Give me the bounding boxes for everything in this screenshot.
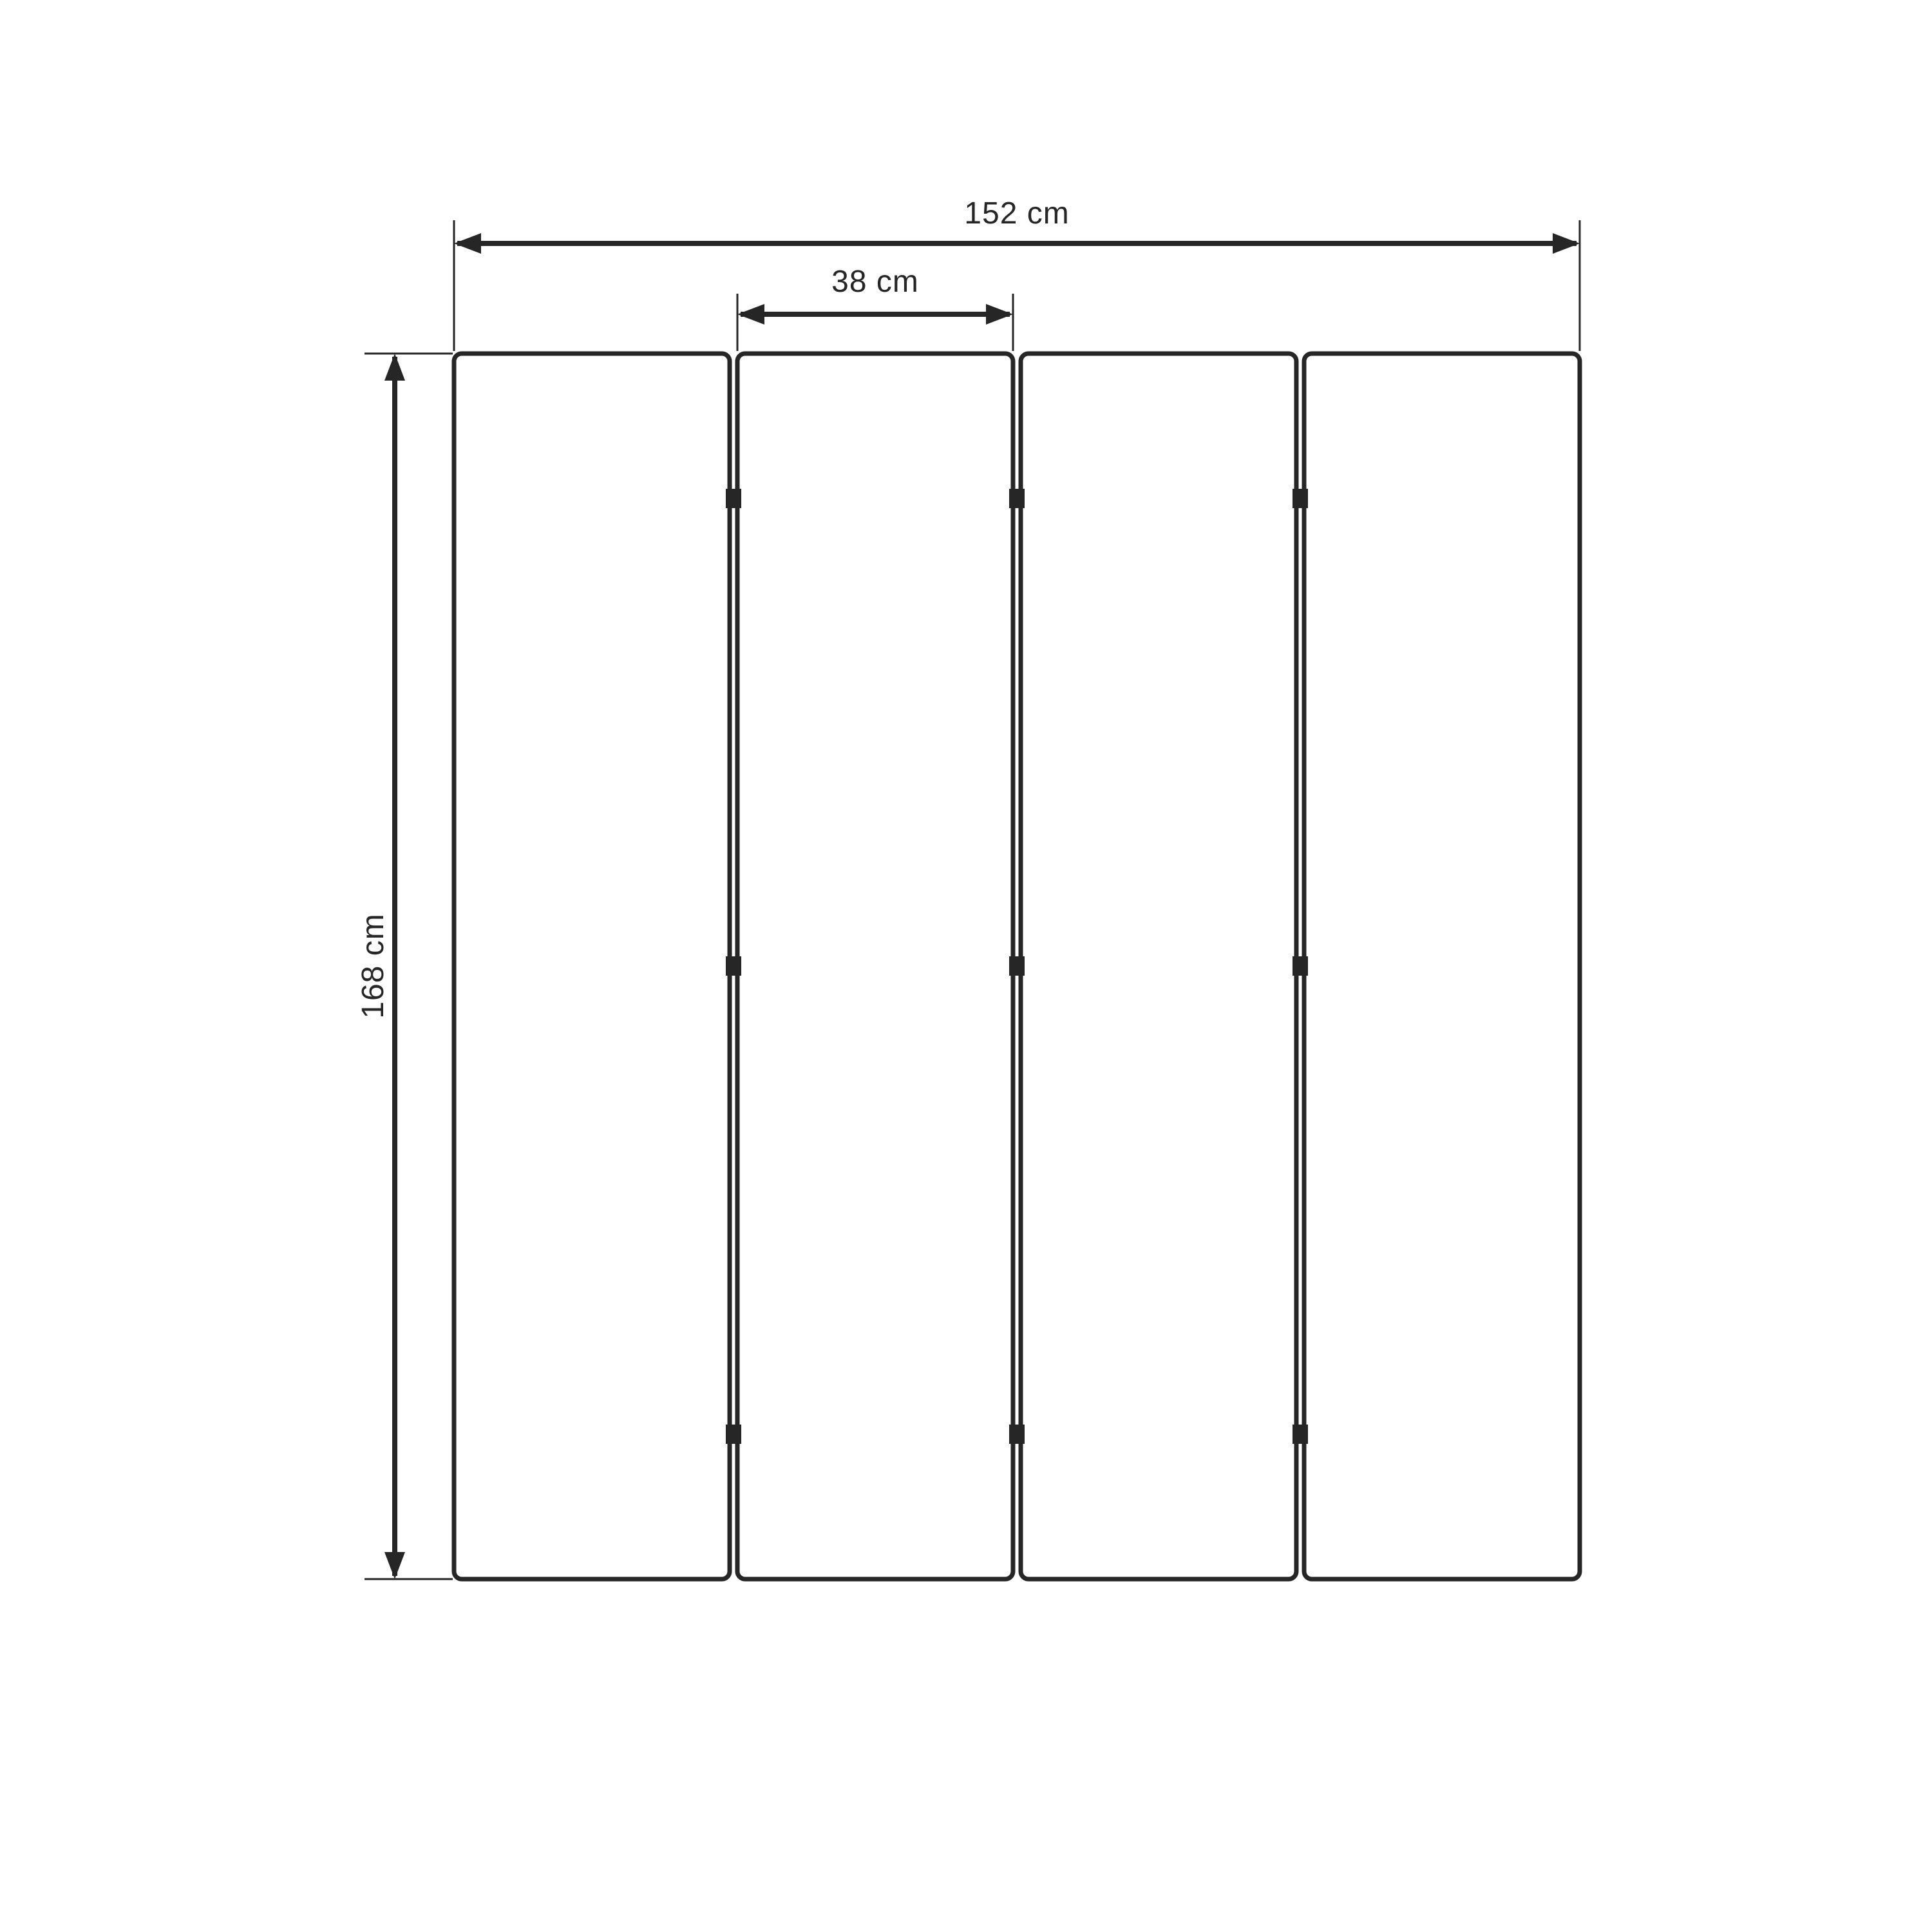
panel-4 xyxy=(1304,354,1580,1579)
hinge-icon xyxy=(1293,489,1308,508)
hinge-icon xyxy=(1009,489,1025,508)
hinge-icon xyxy=(1009,956,1025,976)
panel-1 xyxy=(454,354,730,1579)
arrow-right-icon xyxy=(1553,233,1580,254)
arrow-right-icon xyxy=(986,304,1013,325)
panel-3 xyxy=(1021,354,1296,1579)
hinge-icon xyxy=(726,1425,741,1444)
total-width-label: 152 cm xyxy=(964,196,1070,231)
hinge-icon xyxy=(1293,1425,1308,1444)
panel-2 xyxy=(737,354,1013,1579)
arrow-left-icon xyxy=(454,233,481,254)
hinge-icon xyxy=(726,489,741,508)
arrow-up-icon xyxy=(384,354,405,381)
hinge-icon xyxy=(1009,1425,1025,1444)
arrow-down-icon xyxy=(384,1552,405,1579)
hinge-icon xyxy=(1293,956,1308,976)
dimension-total-width xyxy=(454,196,1580,351)
dimension-panel-width xyxy=(737,265,1013,351)
hinge-icon xyxy=(726,956,741,976)
panel-width-label: 38 cm xyxy=(831,265,919,299)
arrow-left-icon xyxy=(737,304,764,325)
height-label: 168 cm xyxy=(356,913,390,1019)
dimension-height xyxy=(356,354,453,1579)
